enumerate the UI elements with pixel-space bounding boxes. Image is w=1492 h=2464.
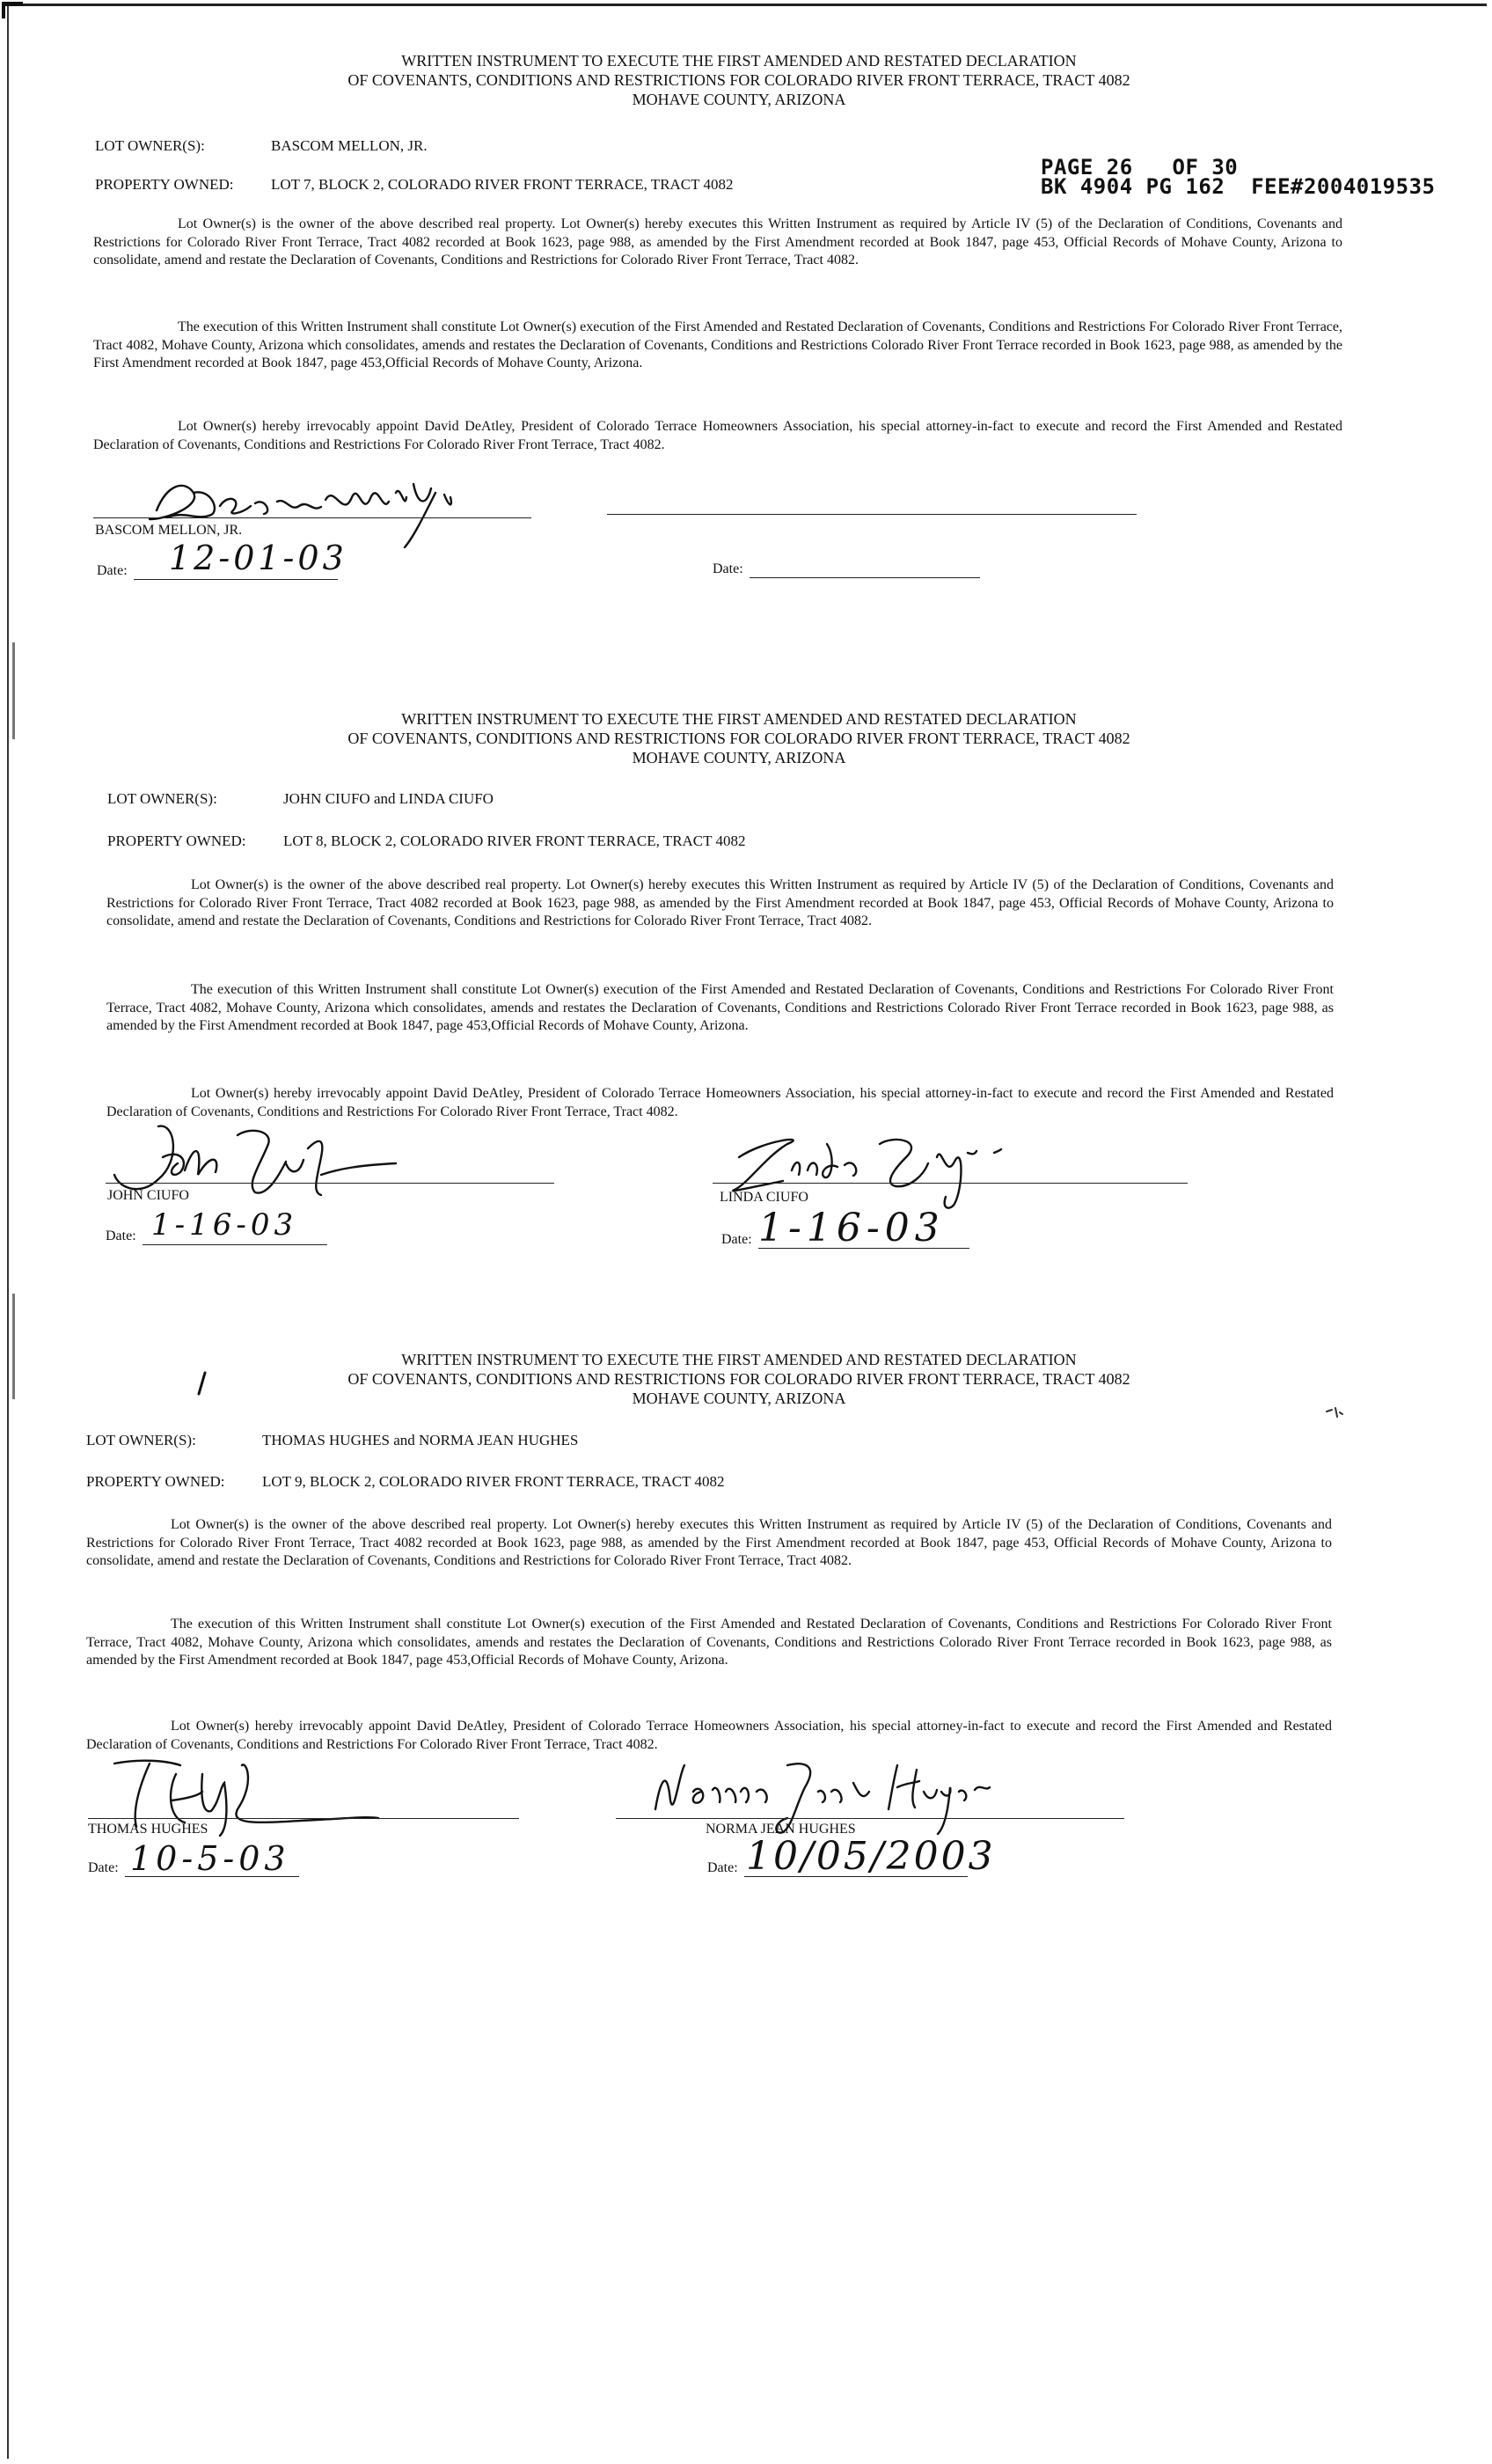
scan-artifact	[12, 1294, 15, 1399]
page-left-edge	[7, 4, 9, 2459]
title-line: OF COVENANTS, CONDITIONS AND RESTRICTIONS FOR COLORADO RIVER FRONT TERRACE, TRACT 4082	[347, 730, 1130, 747]
scan-artifact	[12, 642, 15, 739]
title-line: MOHAVE COUNTY, ARIZONA	[632, 91, 846, 108]
signer-name: NORMA JEAN HUGHES	[706, 1822, 856, 1837]
pen-mark	[195, 1371, 208, 1396]
handwritten-date: 1-16-03	[758, 1206, 945, 1250]
section-3-paragraph-1: Lot Owner(s) is the owner of the above described real property. Lot Owner(s) hereby executes this Written Instrument as required by Article IV (5) of the Declaration of Conditions, Covenants and Restrictions for Colorado River Front Terrace, Tract 4082 recorded at Book 1623, page 988, as amended by the First Amendment recorded at Book 1847, page 453, Official Records of Mohave County, Arizona to consolidate, amend and restate the Declaration of Covenants, Conditions and Restrictions for Colorado River Front Terrace, Tract 4082.	[86, 1517, 1332, 1568]
date-label: Date:	[713, 561, 743, 576]
property-value: LOT 7, BLOCK 2, COLORADO RIVER FRONT TERRACE, TRACT 4082	[271, 176, 734, 193]
date-line	[143, 1244, 327, 1245]
section-2-paragraph-1: Lot Owner(s) is the owner of the above described real property. Lot Owner(s) hereby executes this Written Instrument as required by Article IV (5) of the Declaration of Conditions, Covenants and Restrictions for Colorado River Front Terrace, Tract 4082 recorded at Book 1623, page 988, as amended by the First Amendment recorded at Book 1847, page 453, Official Records of Mohave County, Arizona to consolidate, amend and restate the Declaration of Covenants, Conditions and Restrictions for Colorado River Front Terrace, Tract 4082.	[106, 877, 1334, 928]
title-line: WRITTEN INSTRUMENT TO EXECUTE THE FIRST AMENDED AND RESTATED DECLARATION	[401, 710, 1077, 728]
signature-line	[88, 1818, 519, 1819]
handwritten-date: 12-01-03	[169, 539, 347, 577]
signature-john-ciufo	[97, 1109, 449, 1223]
lot-owner-label: LOT OWNER(S):	[86, 1432, 196, 1448]
property-label: PROPERTY OWNED:	[107, 832, 246, 849]
signature-line	[607, 514, 1137, 515]
property-value: LOT 8, BLOCK 2, COLORADO RIVER FRONT TERRACE, TRACT 4082	[283, 832, 746, 849]
signature-line	[713, 1183, 1188, 1184]
property-value: LOT 9, BLOCK 2, COLORADO RIVER FRONT TERRACE, TRACT 4082	[262, 1473, 725, 1490]
date-line	[134, 579, 338, 580]
signer-name: THOMAS HUGHES	[88, 1822, 208, 1837]
lot-owner-value: JOHN CIUFO and LINDA CIUFO	[283, 790, 494, 807]
date-label: Date:	[707, 1860, 738, 1875]
date-label: Date:	[97, 563, 128, 578]
title-line: WRITTEN INSTRUMENT TO EXECUTE THE FIRST AMENDED AND RESTATED DECLARATION	[401, 52, 1077, 70]
section-2-paragraph-2: The execution of this Written Instrument shall constitute Lot Owner(s) execution of the First Amended and Restated Declaration of Covenants, Conditions and Restrictions For Colorado River Front Terrace, Tract 4082, Mohave County, Arizona which consolidates, amends and restates the Declaration of Covenants, Conditions and Restrictions Colorado River Front Terrace recorded in Book 1623, page 988, as amended by the First Amendment recorded at Book 1847, page 453,Official Records of Mohave County, Arizona.	[106, 982, 1334, 1033]
section-1-paragraph-2: The execution of this Written Instrument shall constitute Lot Owner(s) execution of the First Amended and Restated Declaration of Covenants, Conditions and Restrictions For Colorado River Front Terrace, Tract 4082, Mohave County, Arizona which consolidates, amends and restates the Declaration of Covenants, Conditions and Restrictions Colorado River Front Terrace recorded in Book 1623, page 988, as amended by the First Amendment recorded at Book 1847, page 453,Official Records of Mohave County, Arizona.	[93, 319, 1342, 370]
date-label: Date:	[106, 1228, 136, 1243]
section-1-paragraph-1: Lot Owner(s) is the owner of the above described real property. Lot Owner(s) hereby executes this Written Instrument as required by Article IV (5) of the Declaration of Conditions, Covenants and Restrictions for Colorado River Front Terrace, Tract 4082 recorded at Book 1623, page 988, as amended by the First Amendment recorded at Book 1847, page 453, Official Records of Mohave County, Arizona to consolidate, amend and restate the Declaration of Covenants, Conditions and Restrictions for Colorado River Front Terrace, Tract 4082.	[93, 216, 1342, 268]
signer-name: BASCOM MELLON, JR.	[95, 523, 243, 538]
signature-line	[106, 1183, 554, 1184]
section-3-title	[211, 1350, 1267, 1408]
section-2-paragraph-3: Lot Owner(s) hereby irrevocably appoint David DeAtley, President of Colorado Terrace Homeowners Association, his special attorney-in-fact to execute and record the First Amended and Restated Declaration of Covenants, Conditions and Restrictions For Colorado River Front Terrace, Tract 4082.	[106, 1086, 1334, 1119]
pen-mark	[1325, 1404, 1344, 1422]
page-top-edge	[5, 4, 1487, 6]
recording-book-stamp: BK 4904 PG 162 FEE#2004019535	[1041, 174, 1436, 199]
title-line: OF COVENANTS, CONDITIONS AND RESTRICTIONS FOR COLORADO RIVER FRONT TERRACE, TRACT 4082	[347, 1370, 1130, 1388]
handwritten-date: 10/05/2003	[746, 1834, 996, 1879]
signer-name: LINDA CIUFO	[720, 1190, 808, 1205]
section-3-paragraph-2: The execution of this Written Instrument shall constitute Lot Owner(s) execution of the First Amended and Restated Declaration of Covenants, Conditions and Restrictions For Colorado River Front Terrace, Tract 4082, Mohave County, Arizona which consolidates, amends and restates the Declaration of Covenants, Conditions and Restrictions Colorado River Front Terrace recorded in Book 1623, page 988, as amended by the First Amendment recorded at Book 1847, page 453,Official Records of Mohave County, Arizona.	[86, 1617, 1332, 1668]
signature-line	[93, 517, 531, 518]
title-line: MOHAVE COUNTY, ARIZONA	[632, 749, 846, 766]
date-label: Date:	[88, 1860, 119, 1875]
signer-name: JOHN CIUFO	[107, 1188, 189, 1203]
title-line: MOHAVE COUNTY, ARIZONA	[632, 1390, 846, 1407]
handwritten-date: 10-5-03	[130, 1839, 290, 1878]
lot-owner-label: LOT OWNER(S):	[107, 790, 217, 807]
property-label: PROPERTY OWNED:	[95, 176, 234, 193]
lot-owner-value: THOMAS HUGHES and NORMA JEAN HUGHES	[262, 1432, 579, 1448]
title-line: WRITTEN INSTRUMENT TO EXECUTE THE FIRST AMENDED AND RESTATED DECLARATION	[401, 1351, 1077, 1368]
handwritten-date: 1-16-03	[151, 1207, 298, 1243]
recording-page-stamp: PAGE 26 OF 30	[1041, 155, 1239, 180]
section-1-paragraph-3: Lot Owner(s) hereby irrevocably appoint David DeAtley, President of Colorado Terrace Homeowners Association, his special attorney-in-fact to execute and record the First Amended and Restated Declaration of Covenants, Conditions and Restrictions For Colorado River Front Terrace, Tract 4082.	[93, 419, 1342, 452]
lot-owner-label: LOT OWNER(S):	[95, 137, 205, 154]
date-label: Date:	[721, 1232, 752, 1247]
date-line	[750, 577, 980, 578]
property-label: PROPERTY OWNED:	[86, 1473, 225, 1490]
signature-line	[616, 1818, 1124, 1819]
section-2-title	[211, 709, 1267, 767]
lot-owner-value: BASCOM MELLON, JR.	[271, 137, 428, 154]
section-3-paragraph-3: Lot Owner(s) hereby irrevocably appoint David DeAtley, President of Colorado Terrace Homeowners Association, his special attorney-in-fact to execute and record the First Amended and Restated Declaration of Covenants, Conditions and Restrictions For Colorado River Front Terrace, Tract 4082.	[86, 1719, 1332, 1752]
section-1-title	[211, 51, 1267, 109]
scan-corner-mark	[2, 2, 23, 18]
title-line: OF COVENANTS, CONDITIONS AND RESTRICTIONS FOR COLORADO RIVER FRONT TERRACE, TRACT 4082	[347, 71, 1130, 89]
